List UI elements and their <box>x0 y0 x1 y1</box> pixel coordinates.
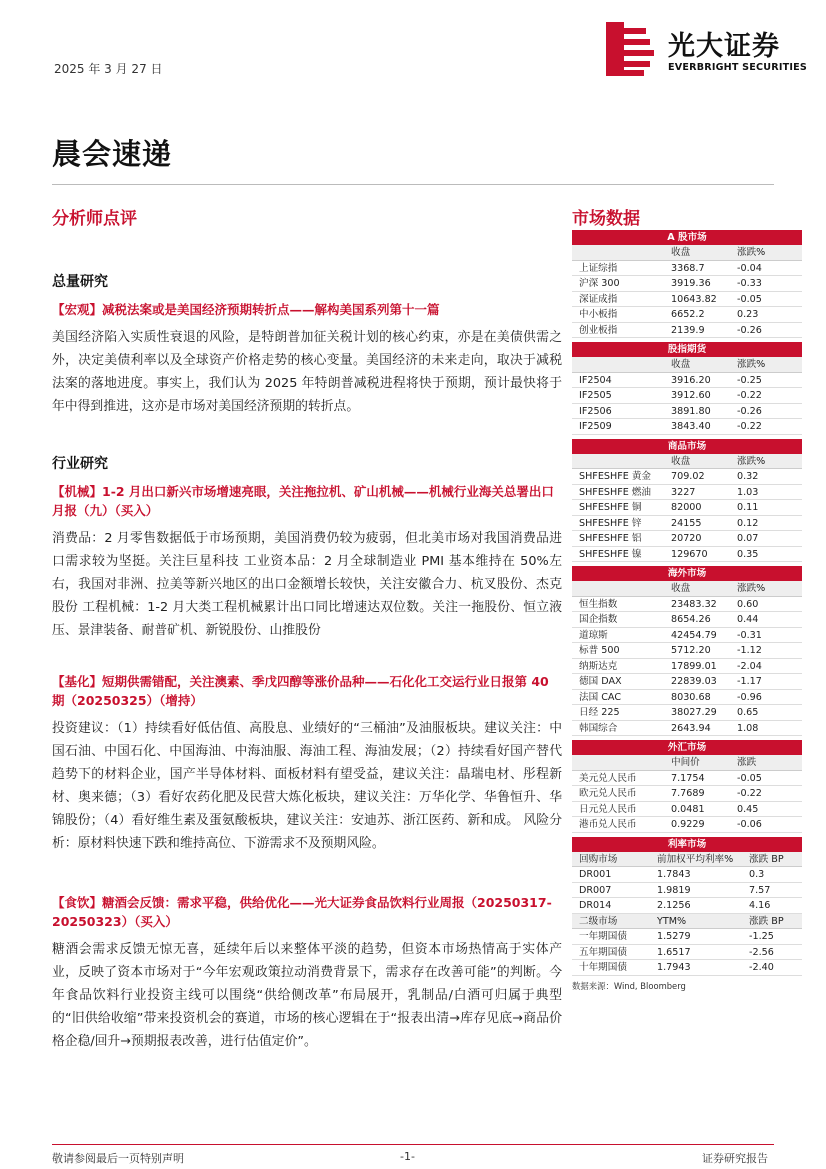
table-cell: 17899.01 <box>671 660 717 672</box>
table-cell: 8654.26 <box>671 614 711 625</box>
market-table <box>572 230 802 338</box>
column-header <box>572 755 664 770</box>
table-cell: 沪深 300 <box>579 278 620 289</box>
table-cell: 23483.32 <box>671 598 717 610</box>
column-header: 收盘 <box>671 583 691 594</box>
market-table <box>572 342 802 435</box>
table-header-row <box>572 357 802 373</box>
market-table-title: 外汇市场 <box>572 740 802 755</box>
table-cell: 0.0481 <box>671 803 705 815</box>
table-cell: DR014 <box>579 900 612 911</box>
table-cell: 法国 CAC <box>579 691 622 703</box>
column-header: YTM% <box>657 915 687 927</box>
table-cell: 129670 <box>671 548 708 560</box>
table-cell: 0.32 <box>737 471 759 482</box>
column-header: 收盘 <box>671 359 691 370</box>
column-header <box>572 581 664 596</box>
table-row <box>572 547 802 563</box>
column-header: 前加权平均利率% <box>657 853 734 865</box>
column-header: 涨跌% <box>737 359 766 370</box>
table-cell: SHFESHFE 黄金 <box>579 471 652 482</box>
table-cell: 纳斯达克 <box>579 660 618 672</box>
market-table <box>572 837 802 976</box>
table-row <box>572 485 802 501</box>
table-cell: 22839.03 <box>671 676 717 687</box>
market-table-title: 商品市场 <box>572 439 802 454</box>
report-date: 2025 年 3 月 27 日 <box>54 62 163 76</box>
table-cell: 42454.79 <box>671 629 717 641</box>
table-cell: 创业板指 <box>579 324 618 336</box>
footer-report-type: 证券研究报告 <box>702 1152 768 1165</box>
table-row <box>572 261 802 277</box>
column-header: 涨跌 <box>737 757 757 768</box>
table-cell: 1.7943 <box>657 962 691 973</box>
table-cell: 3891.80 <box>671 405 711 417</box>
logo-cn-text: 光大证券 <box>668 31 780 62</box>
table-cell: 3919.36 <box>671 278 711 289</box>
column-header: 涨跌 BP <box>749 853 784 865</box>
table-cell: DR001 <box>579 869 612 880</box>
table-cell: 1.5279 <box>657 931 691 942</box>
table-row <box>572 674 802 690</box>
article-title: 【宏观】减税法案或是美国经济预期转折点——解构美国系列第十一篇 <box>52 302 440 317</box>
table-row <box>572 307 802 323</box>
table-cell: IF2504 <box>579 374 612 386</box>
table-cell: 0.65 <box>737 707 759 718</box>
column-header: 涨跌% <box>737 583 766 594</box>
footer-divider <box>52 1144 774 1145</box>
table-cell: -0.04 <box>737 262 762 274</box>
table-cell: 709.02 <box>671 471 705 482</box>
table-cell: 24155 <box>671 517 702 529</box>
table-cell: 中小板指 <box>579 309 618 320</box>
table-cell: 五年期国债 <box>579 946 627 958</box>
table-cell: 道琼斯 <box>579 629 608 641</box>
table-cell: DR007 <box>579 884 612 896</box>
table-cell: -2.56 <box>749 946 774 958</box>
table-header-row <box>572 245 802 261</box>
table-header-row <box>572 852 802 868</box>
table-header-row <box>572 914 802 930</box>
market-table-title: 股指期货 <box>572 342 802 357</box>
table-cell: 港币兑人民币 <box>579 819 637 830</box>
table-row <box>572 817 802 833</box>
market-section-title: 市场数据 <box>572 209 640 229</box>
table-cell: 上证综指 <box>579 262 618 274</box>
table-cell: 国企指数 <box>579 614 618 625</box>
data-source: 数据来源：Wind, Bloomberg <box>572 980 686 991</box>
table-cell: -2.40 <box>749 962 774 973</box>
table-cell: SHFESHFE 镍 <box>579 548 642 560</box>
table-row <box>572 643 802 659</box>
table-cell: 0.3 <box>749 869 765 880</box>
table-cell: -0.25 <box>737 374 762 386</box>
table-cell: 标普 500 <box>579 645 620 656</box>
column-header <box>572 245 664 260</box>
table-row <box>572 690 802 706</box>
column-header: 收盘 <box>671 247 691 258</box>
table-header-row <box>572 581 802 597</box>
table-cell: -0.96 <box>737 691 762 703</box>
table-cell: 韩国综合 <box>579 722 618 734</box>
table-cell: 3916.20 <box>671 374 711 386</box>
article-body: 美国经济陷入实质性衰退的风险，是特朗普加征关税计划的核心约束，亦是在美债供需之外，决定美债利率以及全球资产价格走势的核心变量。美国经济的未来走向，取决于减税法案的落地进度。事实上，我们认为 2025 年特朗普减税进程将快于预期，预计最快将于年中得到推进，这亦是市场对美国经济预期的转折点。 <box>52 330 562 414</box>
table-cell: 7.57 <box>749 884 771 896</box>
table-row <box>572 373 802 389</box>
article-body: 消费品：2 月零售数据低于市场预期，美国消费仍较为疲弱，但北美市场对我国消费品进口需求较为坚挺。关注巨星科技 工业资本品：2 月全球制造业 PMI 基本维持在 50%左右，我国对非洲、拉美等新兴地区的出口金额增长较快，关注安徽合力、杭叉股份、杰克股份 工程机械：1-2 月大类工程机械累计出口同比增速达双位数。关注一拖股份、恒立液压、景津装备、耐普矿机、新锐股份、山推股份 <box>52 531 562 638</box>
table-cell: IF2509 <box>579 421 612 432</box>
table-cell: -0.33 <box>737 278 762 289</box>
column-header: 涨跌% <box>737 455 766 467</box>
table-cell: 0.12 <box>737 517 759 529</box>
table-cell: -0.22 <box>737 390 762 401</box>
table-cell: -1.25 <box>749 931 774 942</box>
table-cell: 日经 225 <box>579 707 620 718</box>
table-row <box>572 292 802 308</box>
table-cell: 美元兑人民币 <box>579 772 637 784</box>
table-row <box>572 659 802 675</box>
table-cell: IF2505 <box>579 390 612 401</box>
table-row <box>572 945 802 961</box>
table-cell: 2643.94 <box>671 722 711 734</box>
table-cell: 深证成指 <box>579 293 618 305</box>
analyst-column <box>52 204 562 1053</box>
table-cell: 一年期国债 <box>579 931 627 942</box>
table-cell: 6652.2 <box>671 309 705 320</box>
logo-en-text: EVERBRIGHT SECURITIES <box>668 62 808 73</box>
table-row <box>572 628 802 644</box>
table-cell: 0.9229 <box>671 819 705 830</box>
table-row <box>572 516 802 532</box>
article-body: 糖酒会需求反馈无惊无喜，延续年后以来整体平淡的趋势，但资本市场热情高于实体产业，反映了资本市场对于“今年宏观政策拉动消费背景下，需求存在改善可能”的判断。今年食品饮料行业投资主线可以围绕“供给侧改革”布局展开，乳制品/白酒可归属于典型的“旧供给收缩”带来投资机会的赛道，市场的核心逻辑在于“报表出清→库存见底→商品价格企稳/回升→预期报表改善，进行估值定价”。 <box>52 942 562 1049</box>
market-table-title: 利率市场 <box>572 837 802 852</box>
table-cell: 38027.29 <box>671 707 717 718</box>
table-cell: 3227 <box>671 486 696 498</box>
table-cell: 7.7689 <box>671 788 705 799</box>
table-cell: 0.44 <box>737 614 759 625</box>
table-cell: 欧元兑人民币 <box>579 788 637 799</box>
column-header <box>572 454 664 469</box>
table-row <box>572 404 802 420</box>
table-cell: SHFESHFE 燃油 <box>579 486 652 498</box>
table-row <box>572 323 802 339</box>
market-data-column <box>572 204 802 992</box>
table-cell: -0.06 <box>737 819 762 830</box>
table-row <box>572 612 802 628</box>
table-cell: 1.9819 <box>657 884 691 896</box>
market-tables <box>572 230 802 976</box>
table-cell: -0.26 <box>737 324 762 336</box>
column-header: 回购市场 <box>579 853 618 865</box>
column-header: 收盘 <box>671 455 691 467</box>
table-cell: 2.1256 <box>657 900 691 911</box>
column-header: 涨跌% <box>737 247 766 258</box>
table-cell: 1.6517 <box>657 946 691 958</box>
table-cell: 0.07 <box>737 533 759 544</box>
table-cell: 德国 DAX <box>579 676 622 687</box>
table-row <box>572 531 802 547</box>
table-cell: 0.11 <box>737 502 759 513</box>
table-row <box>572 802 802 818</box>
everbright-logo-icon <box>606 22 656 76</box>
table-cell: 10643.82 <box>671 293 717 305</box>
header-divider <box>52 184 774 185</box>
table-cell: 日元兑人民币 <box>579 803 637 815</box>
table-cell: SHFESHFE 锌 <box>579 517 642 529</box>
article-title: 【基化】短期供需错配，关注澳素、季戊四醇等涨价品种——石化化工交运行业日报第 40 期（20250325）（增持） <box>52 674 549 708</box>
market-table-title: A 股市场 <box>572 230 802 245</box>
table-cell: SHFESHFE 铝 <box>579 533 642 544</box>
table-cell: 1.7843 <box>657 869 691 880</box>
table-row <box>572 500 802 516</box>
table-cell: -1.12 <box>737 645 762 656</box>
table-cell: 0.60 <box>737 598 759 610</box>
table-row <box>572 276 802 292</box>
macro-heading: 总量研究 <box>52 274 108 290</box>
analyst-section-title: 分析师点评 <box>52 209 137 229</box>
table-cell: 十年期国债 <box>579 962 627 973</box>
table-row <box>572 883 802 899</box>
column-header: 中间价 <box>671 757 700 768</box>
table-row <box>572 388 802 404</box>
column-header <box>572 357 664 372</box>
table-cell: 0.23 <box>737 309 759 320</box>
table-row <box>572 721 802 737</box>
page-title: 晨会速递 <box>52 137 173 171</box>
table-cell: -0.26 <box>737 405 762 417</box>
market-table <box>572 740 802 833</box>
brand-logo <box>606 22 806 76</box>
table-header-row <box>572 454 802 470</box>
article-title: 【机械】1-2 月出口新兴市场增速亮眼，关注拖拉机、矿山机械——机械行业海关总署出口月报（九）（买入） <box>52 484 554 518</box>
table-row <box>572 898 802 914</box>
column-header: 二级市场 <box>579 915 618 927</box>
table-cell: 3912.60 <box>671 390 711 401</box>
table-cell: -0.31 <box>737 629 762 641</box>
table-row <box>572 419 802 435</box>
market-table-title: 海外市场 <box>572 566 802 581</box>
market-table <box>572 439 802 563</box>
table-cell: -2.04 <box>737 660 762 672</box>
table-header-row <box>572 755 802 771</box>
table-cell: 1.08 <box>737 722 759 734</box>
table-cell: 恒生指数 <box>579 598 618 610</box>
table-cell: IF2506 <box>579 405 612 417</box>
table-row <box>572 960 802 976</box>
table-cell: 3843.40 <box>671 421 711 432</box>
article-body: 投资建议：（1）持续看好低估值、高股息、业绩好的“三桶油”及油服板块。建议关注：中国石油、中国石化、中国海油、中海油服、海油工程、海油发展；（2）持续看好国产替代趋势下的材料企业，国产半导体材料、面板材料有望受益，建议关注：晶瑞电材、彤程新材、奥来德；（3）看好农药化肥及民营大炼化板块，建议关注：万华化学、华鲁恒升、华锦股份；（4）看好维生素及蛋氨酸板块，建议关注：安迪苏、浙江医药、新和成。 风险分析：原材料快速下跌和维持高位、下游需求不及预期风险。 <box>52 721 562 851</box>
table-cell: -1.17 <box>737 676 762 687</box>
table-cell: 82000 <box>671 502 702 513</box>
table-row <box>572 929 802 945</box>
table-cell: 5712.20 <box>671 645 711 656</box>
table-cell: 0.45 <box>737 803 759 815</box>
table-cell: 2139.9 <box>671 324 705 336</box>
table-cell: -0.22 <box>737 788 762 799</box>
column-header: 涨跌 BP <box>749 915 784 927</box>
table-row <box>572 771 802 787</box>
table-row <box>572 867 802 883</box>
page-number: -1- <box>400 1150 415 1163</box>
table-cell: 3368.7 <box>671 262 705 274</box>
table-cell: 4.16 <box>749 900 771 911</box>
table-row <box>572 597 802 613</box>
table-cell: -0.22 <box>737 421 762 432</box>
table-cell: 8030.68 <box>671 691 711 703</box>
table-row <box>572 705 802 721</box>
table-cell: 20720 <box>671 533 702 544</box>
table-cell: 7.1754 <box>671 772 705 784</box>
table-cell: -0.05 <box>737 772 762 784</box>
footer-disclaimer: 敬请参阅最后一页特别声明 <box>52 1152 184 1165</box>
table-cell: -0.05 <box>737 293 762 305</box>
industry-heading: 行业研究 <box>52 456 108 472</box>
table-cell: SHFESHFE 铜 <box>579 502 642 513</box>
table-row <box>572 469 802 485</box>
article-title: 【食饮】糖酒会反馈：需求平稳，供给优化——光大证券食品饮料行业周报（20250317-20250323）（买入） <box>52 895 552 929</box>
table-row <box>572 786 802 802</box>
market-table <box>572 566 802 736</box>
table-cell: 0.35 <box>737 548 759 560</box>
table-cell: 1.03 <box>737 486 759 498</box>
